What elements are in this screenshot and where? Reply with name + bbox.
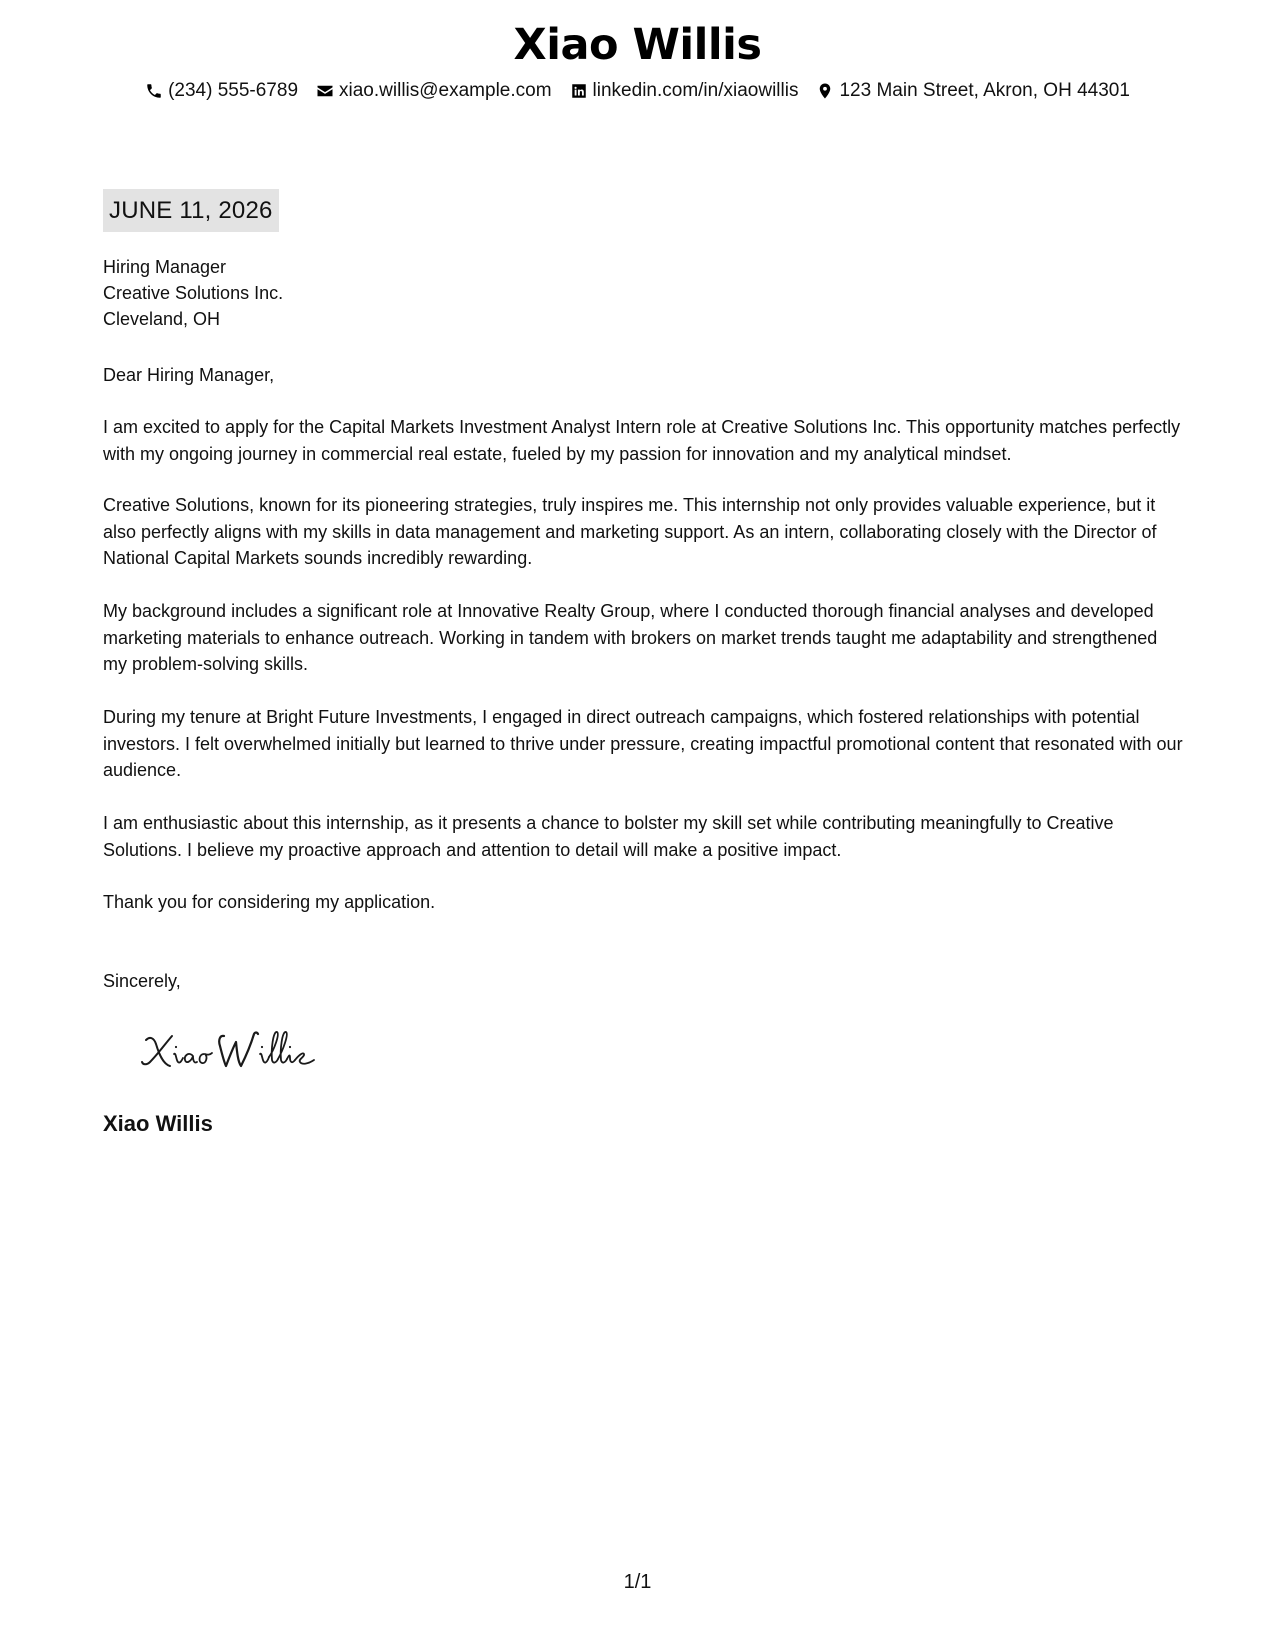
handwritten-signature (138, 1022, 328, 1078)
contact-email-text[interactable]: xiao.willis@example.com (339, 80, 552, 101)
body-paragraph-text: Thank you for considering my application. (103, 892, 436, 912)
contact-linkedin-text[interactable]: linkedin.com/in/xiaowillis (592, 80, 799, 101)
body-paragraph (103, 810, 1183, 863)
body-paragraph-text: I am enthusiastic about this internship, as it presents a chance to bolster my skill set while contributing meaningfully to Creative Solutions. I believe my proactive approach and attention to detail will make a positive impact. (103, 813, 1114, 860)
page-number: 1/1 (623, 1571, 652, 1593)
body-paragraph (103, 598, 1183, 678)
contact-info-row (0, 80, 1275, 102)
closing: Sincerely, (103, 971, 181, 991)
contact-address-text: 123 Main Street, Akron, OH 44301 (839, 80, 1130, 101)
linkedin-icon (570, 82, 588, 100)
contact-linkedin[interactable] (570, 80, 799, 102)
letter-date: JUNE 11, 2026 (103, 189, 279, 232)
contact-address (816, 80, 1129, 102)
body-paragraph-text: My background includes a significant role at Innovative Realty Group, where I conducted thorough financial analyses and developed marketing materials to enhance outreach. Working in tandem with brokers on market trends taught me adaptability and strengthened my problem-solving skills. (103, 601, 1158, 674)
recipient-block (103, 254, 283, 332)
envelope-icon (316, 82, 334, 100)
body-paragraph (103, 492, 1183, 572)
body-paragraph-text: During my tenure at Bright Future Investments, I engaged in direct outreach campaigns, which fostered relationships with potential investors. I felt overwhelmed initially but learned to thrive under pressure, creating impactful promotional content that resonated with our audience. (103, 707, 1183, 780)
body-paragraph (103, 889, 1183, 916)
recipient-title: Hiring Manager (103, 257, 227, 277)
contact-email[interactable] (316, 80, 552, 102)
body-paragraph (103, 704, 1183, 784)
phone-icon (145, 82, 163, 100)
contact-phone-text: (234) 555-6789 (168, 80, 299, 101)
body-paragraph (103, 414, 1183, 467)
contact-phone (145, 80, 298, 102)
applicant-name-heading: Xiao Willis (513, 20, 762, 70)
recipient-company: Creative Solutions Inc. (103, 283, 284, 303)
salutation: Dear Hiring Manager, (103, 365, 275, 385)
body-paragraph-text: Creative Solutions, known for its pioneering strategies, truly inspires me. This internship not only provides valuable experience, but it also perfectly aligns with my skills in data management and marketing support. As an intern, collaborating closely with the Director of National Capital Markets sounds incredibly rewarding. (103, 495, 1157, 568)
map-pin-icon (816, 82, 834, 100)
recipient-location: Cleveland, OH (103, 309, 221, 329)
signer-name: Xiao Willis (103, 1111, 213, 1136)
body-paragraph-text: I am excited to apply for the Capital Markets Investment Analyst Intern role at Creative Solutions Inc. This opportunity matches perfectly with my ongoing journey in commercial real estate, fueled by my passion for innovation and my analytical mindset. (103, 417, 1181, 464)
